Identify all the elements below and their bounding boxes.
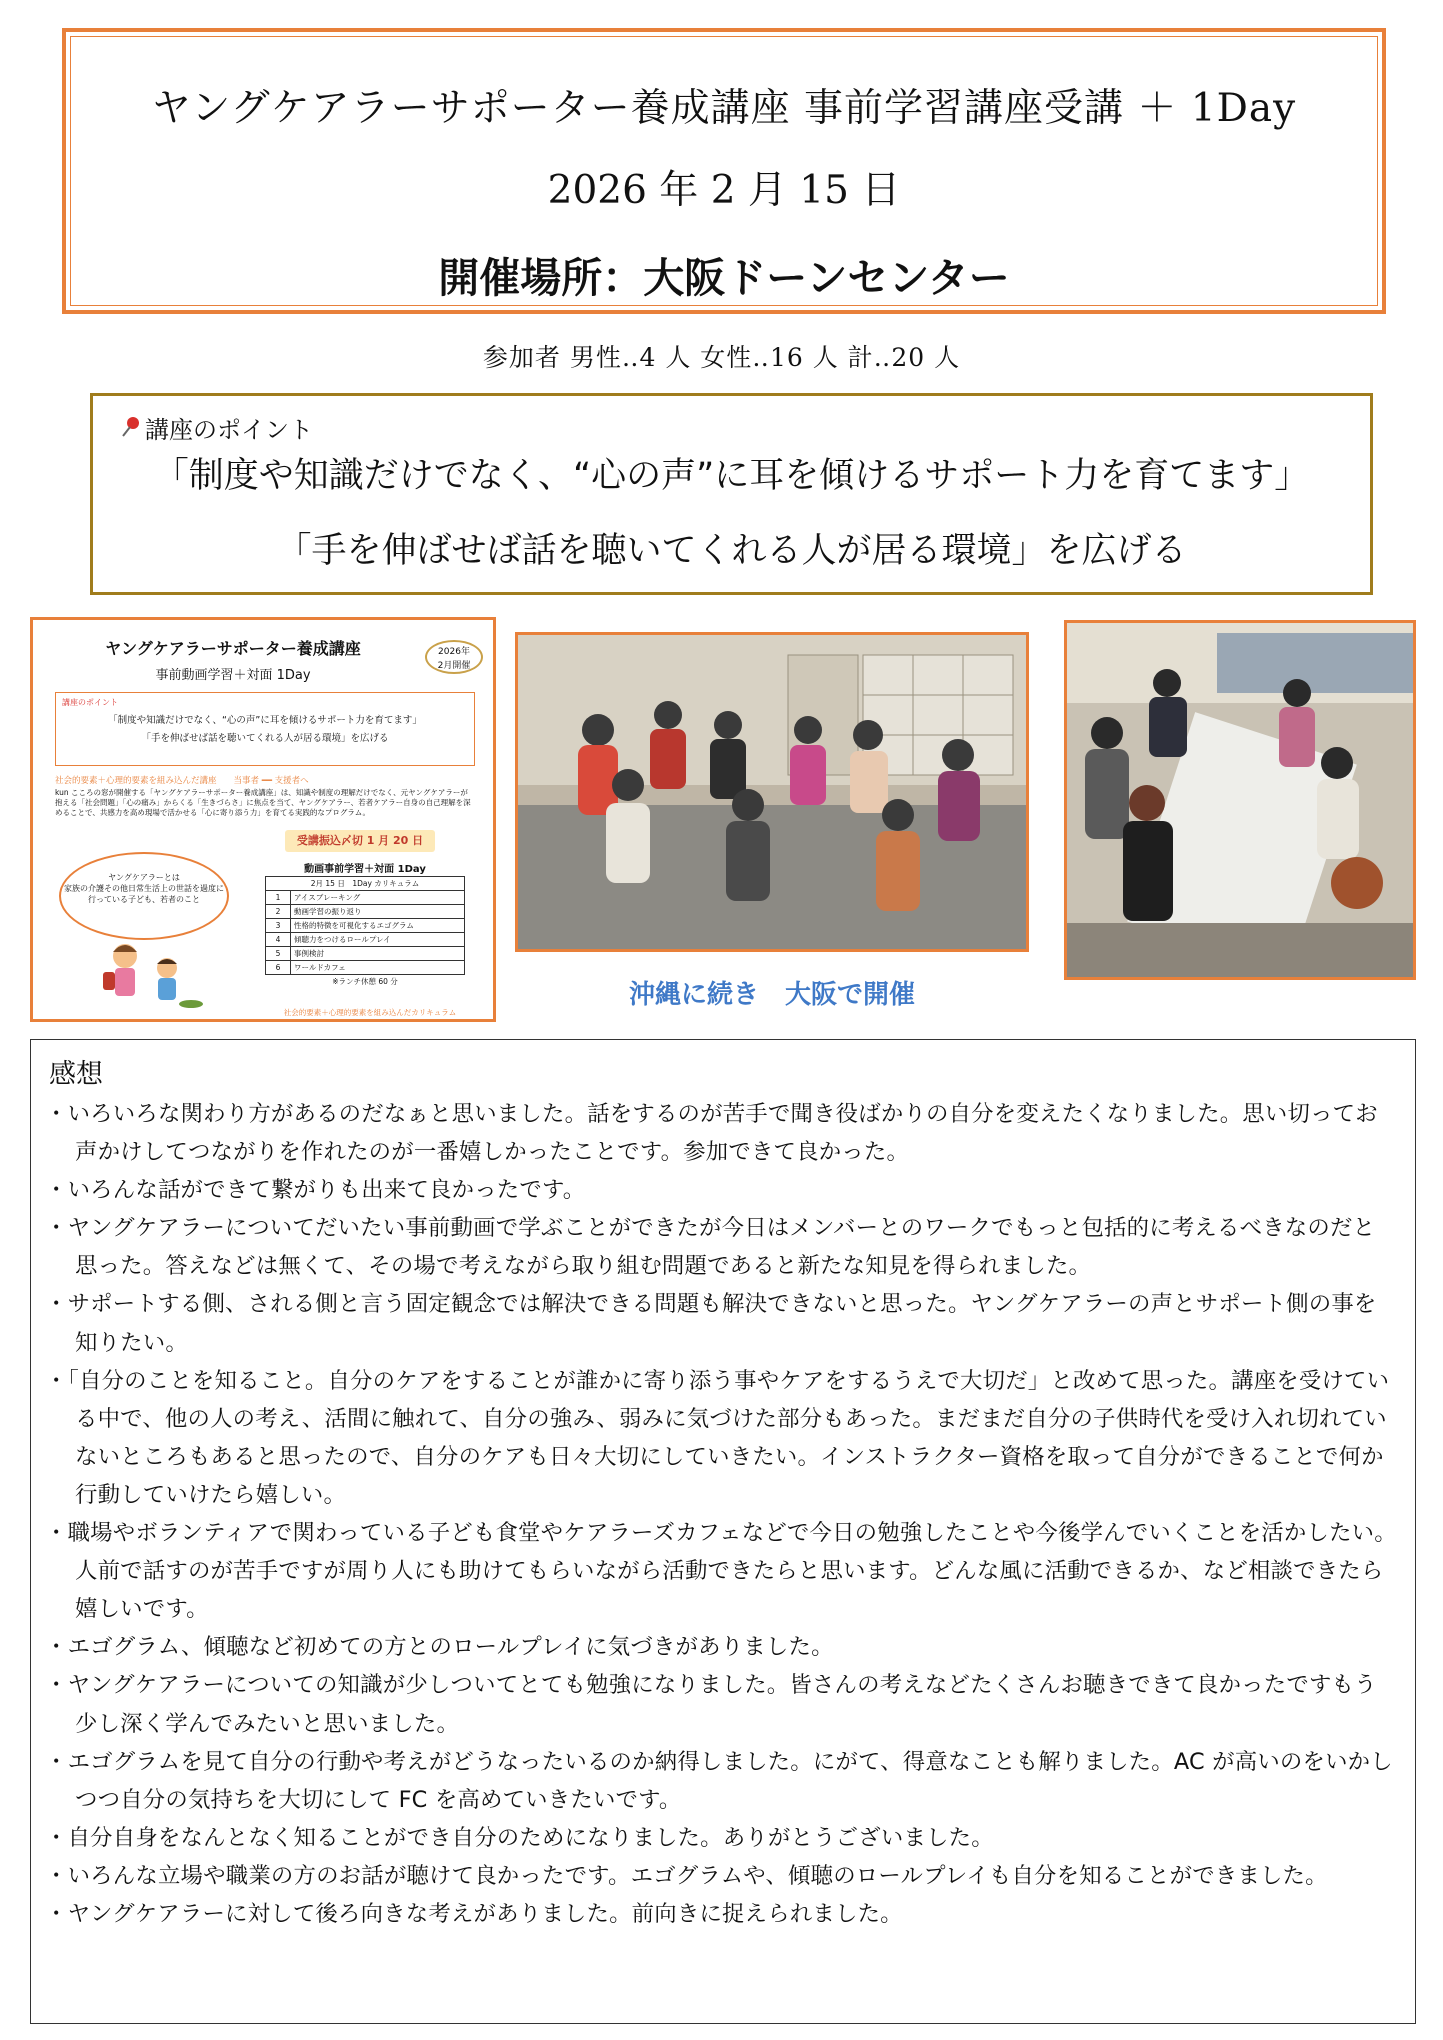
flyer-points-box (55, 692, 475, 766)
event-date: 2026 年 2 月 15 日 (547, 168, 901, 213)
impression-item: ・「自分のことを知ること。自分のケアをすることが誰かに寄り添う事やケアをするうえで大切だ」と改めて思った。講座を受けている中で、他の人の考え、活間に触れて、自分の強み、弱みに気づけた部分もあった。まだまだ自分の子供時代を受け入れ切れていないところもあると思ったので、自分のケアも日々大切にしていきたい。インストラクター資格を取って自分ができることで何か行動していけたら嬉しい。 (45, 1367, 1390, 1508)
curriculum-row (266, 891, 465, 905)
course-flyer-image (30, 617, 496, 1022)
points-label: 講座のポイント (145, 416, 313, 444)
curriculum-no: 4 (266, 933, 291, 947)
curriculum-row (266, 919, 465, 933)
flyer-footer: 社会的要素＋心理的要素を組み込んだカリキュラム (283, 1008, 457, 1017)
flyer-badge-month: 2月開催 (437, 661, 471, 671)
curriculum-table (265, 876, 465, 988)
impressions-title: 感想 (49, 1059, 103, 1090)
flyer-badge-year: 2026年 (438, 647, 470, 657)
impression-item: ・いろんな立場や職業の方のお話が聴けて良かったです。エゴグラムや、傾聴のロールプレイも自分を知ることができました。 (45, 1862, 1328, 1889)
flyer-subtitle: 事前動画学習＋対面 1Day (155, 668, 311, 683)
flyer-body: kun こころの窓が開催する「ヤングケアラーサポーター養成講座」は、知識や制度の理解だけでなく、元ヤングケアラーが抱える「社会問題」「心の痛み」からくる「生きづらさ」に焦点を当て、ヤングケアラー、若者ケアラー自身の自己理解を深めることで、共感力を高め現場で活かせる「心に寄り添う力」を育てる実践的なプログラム。 (55, 788, 471, 817)
flyer-point-line1: 「制度や知識だけでなく、“心の声”に耳を傾けるサポート力を育てます」 (108, 715, 422, 726)
event-venue: 開催場所：大阪ドーンセンター (438, 254, 1010, 302)
header-box (62, 28, 1386, 314)
flyer-table-title: 動画事前学習＋対面 1Day (304, 864, 426, 875)
photo-caption: 沖縄に続き 大阪で開催 (628, 980, 915, 1010)
curriculum-no: 2 (266, 905, 291, 919)
event-title: ヤングケアラーサポーター養成講座 事前学習講座受講 ＋ 1Day (151, 86, 1297, 131)
curriculum-item: 傾聴力をつけるロールプレイ (291, 933, 465, 947)
curriculum-lunch-note: ※ランチ休憩 60 分 (332, 977, 398, 986)
curriculum-item: 性格的特徴を可視化するエゴグラム (291, 919, 465, 933)
flyer-circle-body: 家族の介護その他日常生活上の世話を過度に行っている子ども、若者のこと (64, 884, 224, 904)
points-quote-2: 「手を伸ばせば話を聴いてくれる人が居る環境」を広げる (276, 531, 1187, 571)
participant-count: 参加者 男性‥4 人 女性‥16 人 計‥20 人 (482, 343, 961, 372)
curriculum-item: アイスブレーキング (291, 891, 465, 905)
impression-item: ・エゴグラムを見て自分の行動や考えがどうなったいるのか納得しました。にがて、得意なことも解りました。AC が高いのをいかしつつ自分の気持ちを大切にして FC を高めていきたいです。 (45, 1748, 1393, 1813)
impression-item: ・サポートする側、される側と言う固定観念では解決できる問題も解決できないと思った。ヤングケアラーの声とサポート側の事を知りたい。 (45, 1291, 1377, 1356)
flyer-caption: 社会的要素＋心理的要素を組み込んだ講座 当事者 ━━ 支援者へ (55, 776, 309, 786)
flyer-deadline: 受講振込〆切 1 月 20 日 (285, 830, 435, 852)
header-inner (70, 36, 1378, 306)
curriculum-no: 5 (266, 947, 291, 961)
impression-item: ・いろんな話ができて繋がりも出来て良かったです。 (45, 1177, 586, 1204)
curriculum-item: ワールドカフェ (291, 961, 465, 975)
impression-item: ・エゴグラム、傾聴など初めての方とのロールプレイに気づきがありました。 (45, 1634, 834, 1661)
impression-item: ・ヤングケアラーについてだいたい事前動画で学ぶことができたが今日はメンバーとのワークでもっと包括的に考えるべきなのだと思った。答えなどは無くて、その場で考えながら取り組む問題であると新たな知見を得られました。 (45, 1215, 1376, 1280)
flyer-date-badge (425, 640, 483, 674)
impressions-box (30, 1039, 1416, 2024)
curriculum-row (266, 961, 465, 975)
impression-item: ・いろいろな関わり方があるのだなぁと思いました。話をするのが苦手で聞き役ばかりの自分を変えたくなりました。思い切ってお声かけしてつながりを作れたのが一番嬉しかったことです。参加できて良かった。 (45, 1101, 1378, 1166)
impressions-list (45, 1095, 1397, 1933)
curriculum-item: 動画学習の振り返り (291, 905, 465, 919)
flyer-point-label: 講座のポイント (62, 698, 118, 707)
impression-item: ・ヤングケアラーに対して後ろ向きな考えがありました。前向きに捉えられました。 (45, 1900, 903, 1927)
workshop-circle-photo (515, 632, 1029, 952)
curriculum-no: 1 (266, 891, 291, 905)
points-label-row (121, 410, 313, 445)
impression-item: ・自分自身をなんとなく知ることができ自分のためになりました。ありがとうございました。 (45, 1824, 994, 1851)
curriculum-row (266, 933, 465, 947)
curriculum-row (266, 947, 465, 961)
curriculum-no: 6 (266, 961, 291, 975)
flyer-point-line2: 「手を伸ばせば話を聴いてくれる人が居る環境」を広げる (141, 733, 389, 744)
curriculum-row (266, 905, 465, 919)
flyer-definition-circle (59, 852, 229, 940)
pushpin-icon (121, 416, 141, 444)
points-quote-1: 「制度や知識だけでなく、“心の声”に耳を傾けるサポート力を育てます」 (153, 456, 1310, 496)
curriculum-item: 事例検討 (291, 947, 465, 961)
children-illustration (95, 938, 205, 1010)
flyer-title: ヤングケアラーサポーター養成講座 (105, 639, 361, 658)
impression-item: ・職場やボランティアで関わっている子ども食堂やケアラーズカフェなどで今日の勉強したことや今後学んでいくことを活かしたい。人前で話すのが苦手ですが周り人にも助けてもらいながら活動できたらと思います。どんな風に活動できるか、など相談できたら嬉しいです。 (45, 1520, 1397, 1623)
curriculum-header: 2月 15 日 1Day カリキュラム (266, 877, 465, 891)
workshop-table-photo (1064, 620, 1416, 980)
curriculum-no: 3 (266, 919, 291, 933)
impression-item: ・ヤングケアラーについての知識が少しついてとても勉強になりました。皆さんの考えなどたくさんお聴きできて良かったですもう少し深く学んでみたいと思いました。 (45, 1672, 1377, 1737)
course-points-box (90, 393, 1373, 595)
flyer-circle-title: ヤングケアラーとは (108, 873, 180, 882)
